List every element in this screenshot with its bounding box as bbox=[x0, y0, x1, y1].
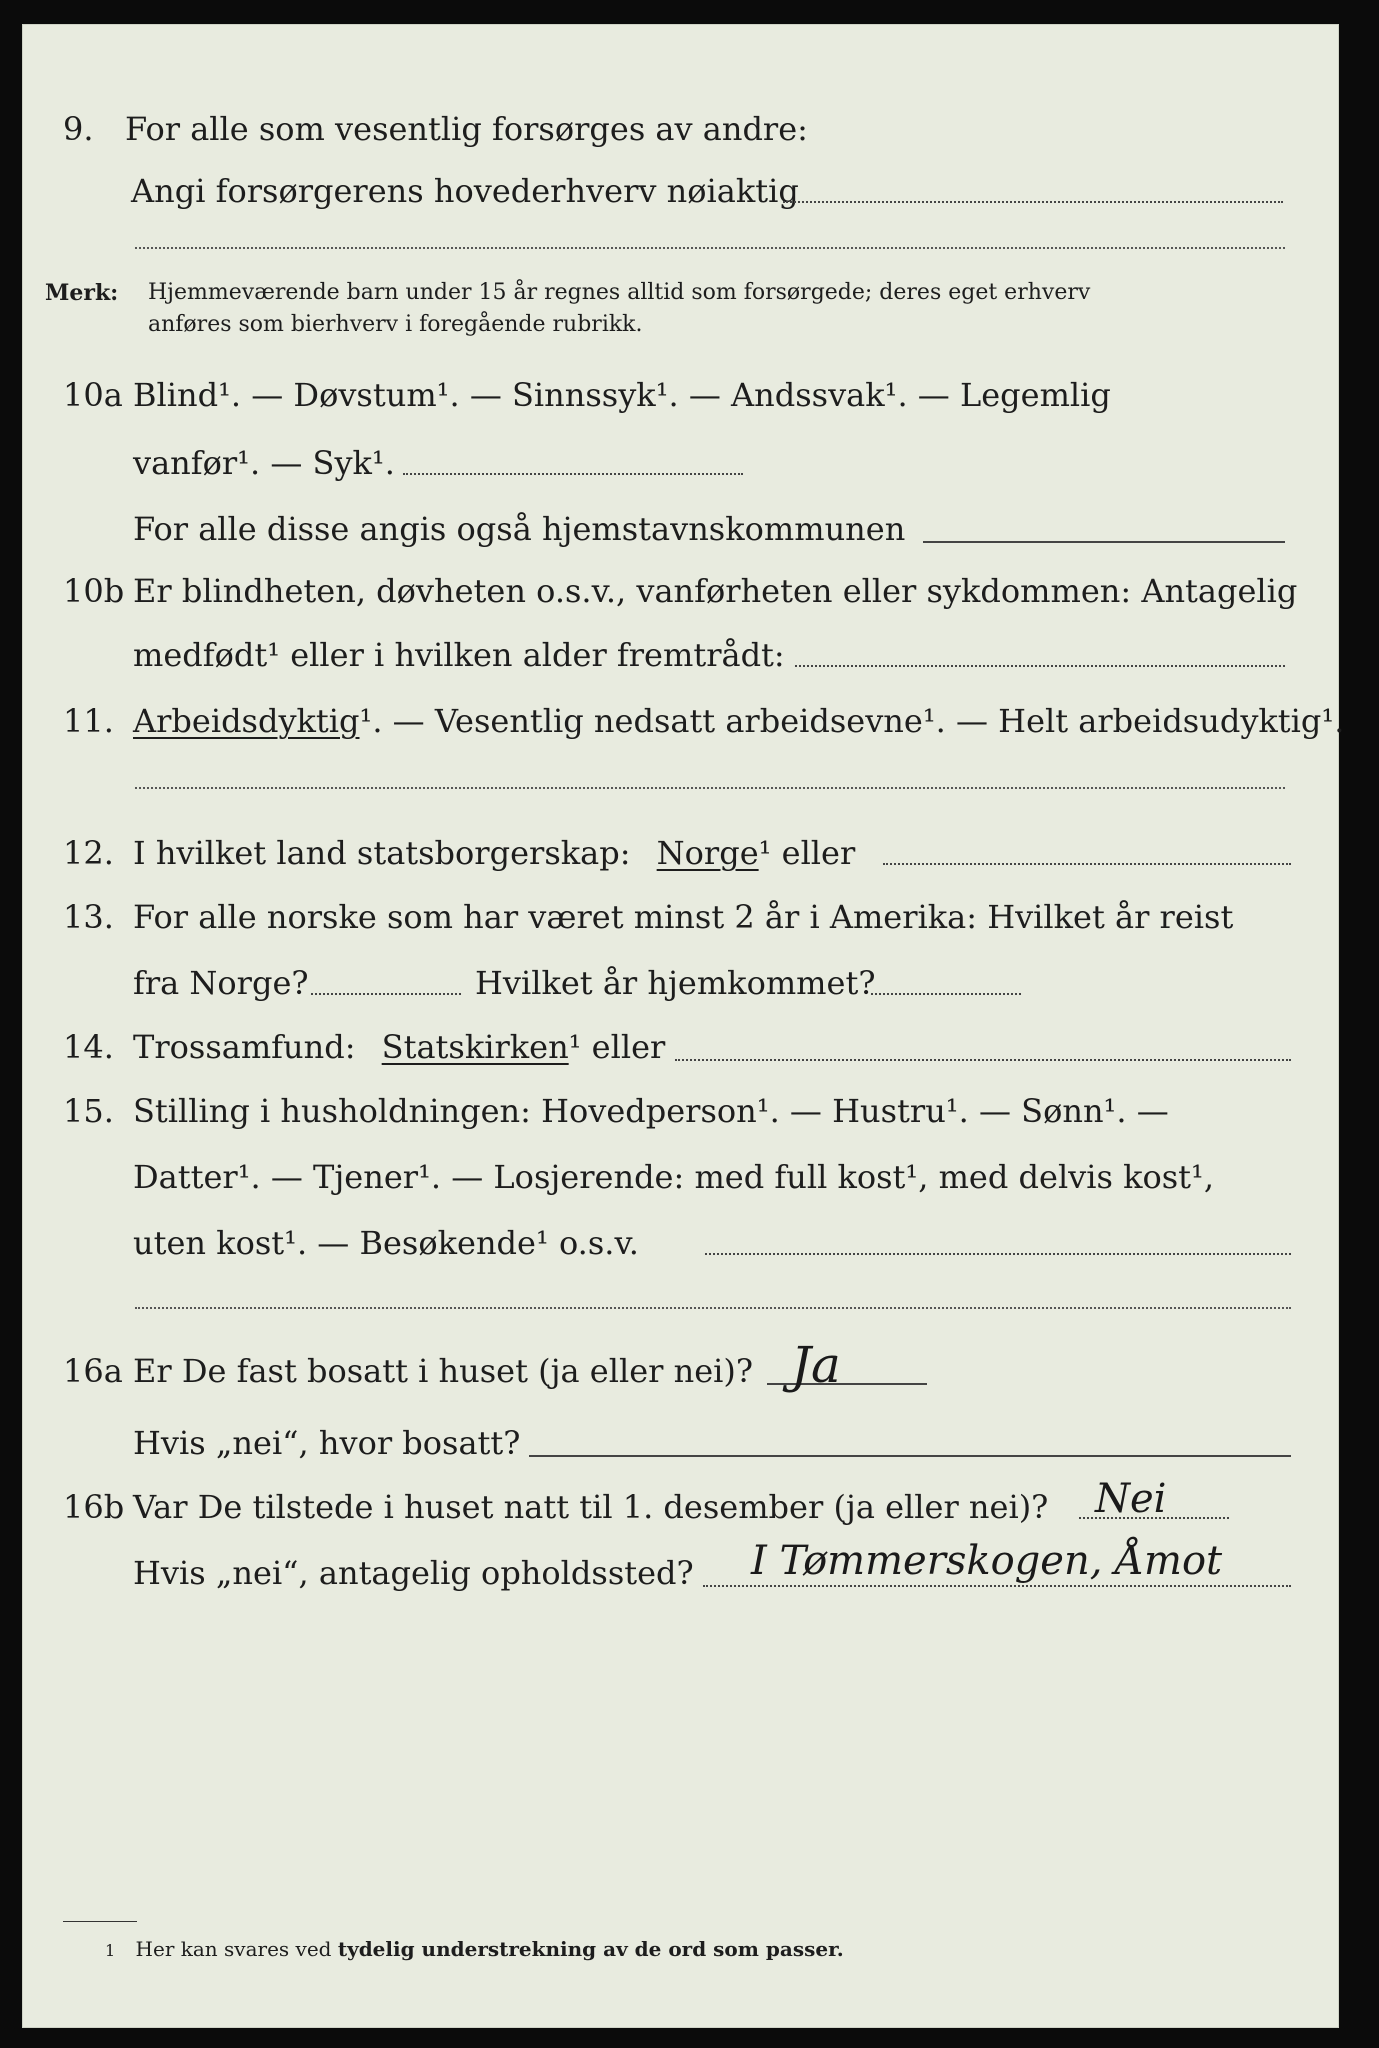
q11-number: 11. bbox=[63, 702, 114, 740]
q10a-text-2: vanfør¹. — Syk¹. bbox=[133, 444, 395, 482]
q16a-residence-field[interactable] bbox=[529, 1455, 1291, 1457]
q10b-answer-field[interactable] bbox=[795, 665, 1285, 667]
q10a-text: Blind¹. — Døvstum¹. — Sinnssyk¹. — Andssvak¹. — Legemlig bbox=[133, 376, 1111, 414]
q10a-text-3: For alle disse angis også hjemstavnskommunen bbox=[133, 510, 906, 548]
q16a-handwritten-answer: Ja bbox=[791, 1336, 841, 1394]
q9-answer-field[interactable] bbox=[783, 201, 1283, 203]
q12-pre: I hvilket land statsborgerskap: bbox=[133, 834, 631, 872]
q16b-text: Var De tilstede i huset natt til 1. desember (ja eller nei)? bbox=[133, 1488, 1049, 1526]
q16b-text-2: Hvis „nei“, antagelig opholdssted? bbox=[133, 1554, 694, 1592]
census-form-page bbox=[22, 24, 1345, 2028]
q16a-text: Er De fast bosatt i huset (ja eller nei)? bbox=[133, 1352, 754, 1390]
q9-number: 9. bbox=[63, 110, 94, 148]
q10a-number: 10a bbox=[63, 376, 123, 414]
footnote-mark: 1 bbox=[105, 1941, 116, 1960]
q16b-number: 16b bbox=[63, 1488, 125, 1526]
q13-return-year-field[interactable] bbox=[871, 993, 1021, 995]
footnote-text-plain: Her kan svares ved bbox=[135, 1937, 332, 1961]
q15-answer-field[interactable] bbox=[705, 1253, 1291, 1255]
q10b-text: Er blindheten, døvheten o.s.v., vanførheten eller sykdommen: Antagelig bbox=[133, 572, 1298, 610]
q13-text: For alle norske som har været minst 2 år i Amerika: Hvilket år reist bbox=[133, 898, 1234, 936]
q15-number: 15. bbox=[63, 1092, 114, 1130]
merk-label: Merk: bbox=[45, 280, 119, 306]
q10a-answer-field[interactable] bbox=[403, 473, 743, 475]
q15-text-2: Datter¹. — Tjener¹. — Losjerende: med full kost¹, med delvis kost¹, bbox=[133, 1158, 1215, 1196]
q12-answer-field[interactable] bbox=[883, 863, 1291, 865]
q14-text bbox=[133, 1027, 665, 1067]
q14-post: ¹ eller bbox=[568, 1028, 666, 1066]
q12-underlined-answer: Norge bbox=[656, 834, 759, 872]
q14-underlined-answer: Statskirken bbox=[381, 1028, 569, 1066]
q15-text-3: uten kost¹. — Besøkende¹ o.s.v. bbox=[133, 1224, 639, 1262]
q11-underlined-answer: Arbeidsdyktig bbox=[133, 702, 360, 740]
q16b-handwritten-answer-1: Nei bbox=[1095, 1476, 1167, 1522]
merk-text-1: Hjemmeværende barn under 15 år regnes alltid som forsørgede; deres eget erhverv bbox=[148, 280, 1091, 305]
q11-rest: ¹. — Vesentlig nedsatt arbeidsevne¹. — Helt arbeidsudyktig¹. bbox=[359, 702, 1345, 740]
q16a-text-2: Hvis „nei“, hvor bosatt? bbox=[133, 1424, 521, 1462]
q12-text bbox=[133, 833, 855, 873]
q13-number: 13. bbox=[63, 898, 114, 936]
q15-extra-line[interactable] bbox=[135, 1307, 1291, 1309]
q9-extra-line[interactable] bbox=[135, 247, 1285, 249]
q9-text-2: Angi forsørgerens hovederhverv nøiaktig bbox=[131, 172, 799, 210]
q10b-number: 10b bbox=[63, 572, 125, 610]
q13-text-2a: fra Norge? bbox=[133, 964, 309, 1002]
merk-text-2: anføres som bierhverv i foregående rubrikk. bbox=[148, 312, 643, 337]
q11-text bbox=[133, 701, 1344, 741]
q13-departure-year-field[interactable] bbox=[311, 993, 461, 995]
q11-extra-line[interactable] bbox=[135, 787, 1285, 789]
q14-number: 14. bbox=[63, 1028, 114, 1066]
q9-text: For alle som vesentlig forsørges av andre: bbox=[125, 110, 808, 148]
q13-text-2b: Hvilket år hjemkommet? bbox=[475, 964, 876, 1002]
q16a-number: 16a bbox=[63, 1352, 123, 1390]
q14-answer-field[interactable] bbox=[675, 1059, 1291, 1061]
q10a-home-municipality-field[interactable] bbox=[923, 541, 1285, 543]
footnote-rule bbox=[63, 1921, 137, 1922]
q15-text: Stilling i husholdningen: Hovedperson¹. — Hustru¹. — Sønn¹. — bbox=[133, 1092, 1169, 1130]
footnote bbox=[105, 1935, 844, 1965]
q14-pre: Trossamfund: bbox=[133, 1028, 356, 1066]
footnote-text-bold: tydelig understrekning av de ord som passer. bbox=[337, 1937, 844, 1961]
q16b-handwritten-answer-2: I Tømmerskogen, Åmot bbox=[751, 1538, 1223, 1584]
q10b-text-2: medfødt¹ eller i hvilken alder fremtrådt: bbox=[133, 636, 785, 674]
merk-note bbox=[23, 277, 1338, 347]
q12-number: 12. bbox=[63, 834, 114, 872]
q12-post: ¹ eller bbox=[758, 834, 856, 872]
